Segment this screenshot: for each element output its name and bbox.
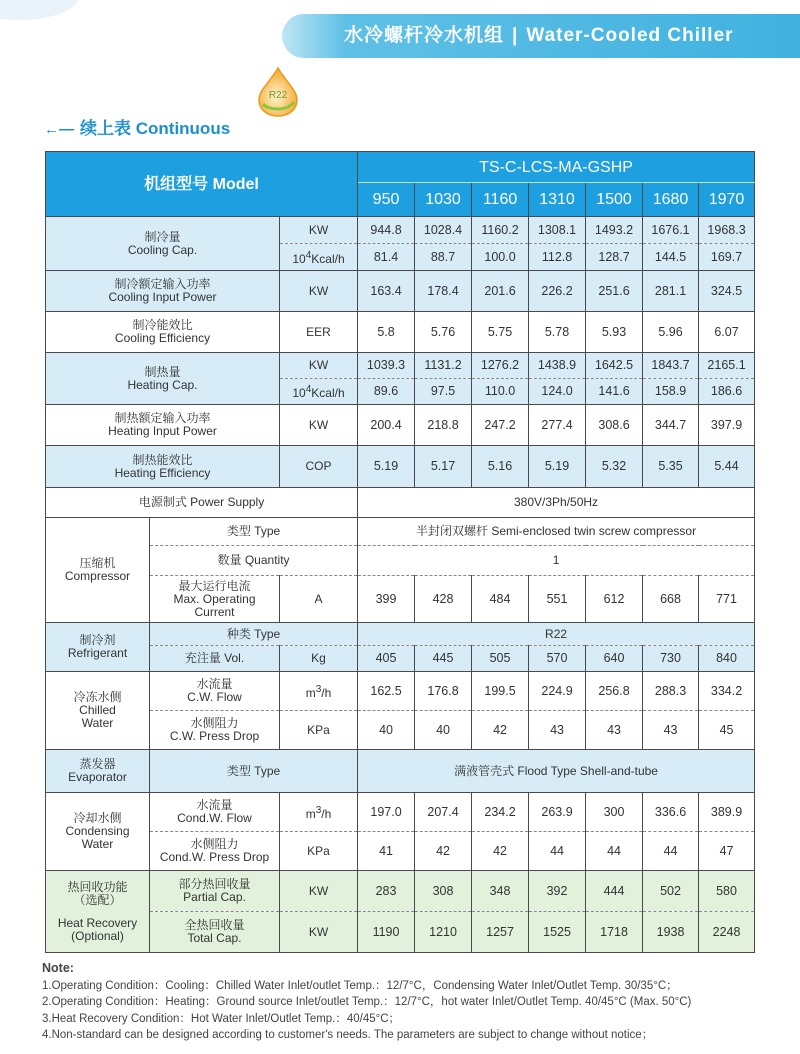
row-label-cn: 水流量	[196, 677, 233, 691]
value-cell: 43	[529, 711, 586, 750]
model-col-header: 1680	[643, 183, 699, 217]
value-cell: 40	[358, 711, 415, 750]
value-cell: 251.6	[586, 271, 643, 312]
value-cell: 444	[586, 871, 643, 912]
value-cell: 5.19	[529, 446, 586, 488]
table-row	[46, 672, 755, 711]
value-cell: 5.16	[472, 446, 529, 488]
unit-cell	[280, 793, 358, 832]
value-cell: 344.7	[643, 405, 699, 446]
value-cell: 42	[472, 711, 529, 750]
unit-sup: 3	[315, 683, 322, 695]
value-cell: 97.5	[415, 379, 472, 405]
table-row	[46, 711, 755, 750]
unit-cell: KW	[280, 405, 358, 446]
table-row	[46, 912, 755, 953]
value-cell: 5.17	[415, 446, 472, 488]
row-label	[150, 576, 280, 623]
value-cell: 247.2	[472, 405, 529, 446]
header-row-series	[46, 152, 755, 183]
row-label-en: C.W. Press Drop	[169, 729, 260, 743]
row-label-cn: 水流量	[196, 798, 233, 812]
value-cell: 224.9	[529, 672, 586, 711]
row-label-en: Partial Cap.	[183, 890, 246, 904]
value-cell: 1190	[358, 912, 415, 953]
model-col-header: 950	[358, 183, 415, 217]
unit-base: 10	[292, 386, 306, 400]
value-cell: 2248	[699, 912, 755, 953]
value-cell: 1	[358, 546, 755, 576]
row-label	[46, 405, 280, 446]
value-cell: 163.4	[358, 271, 415, 312]
row-label	[46, 446, 280, 488]
value-cell: 1308.1	[529, 217, 586, 244]
value-cell: 6.07	[699, 312, 755, 353]
value-cell: 141.6	[586, 379, 643, 405]
model-header: 机组型号 Model	[46, 152, 358, 217]
value-cell: 112.8	[529, 244, 586, 271]
value-cell: R22	[358, 623, 755, 646]
unit-cell	[280, 672, 358, 711]
value-cell: 44	[529, 832, 586, 871]
group-label-en: Water	[81, 837, 114, 851]
row-label: 类型 Type	[150, 750, 358, 793]
unit-base: 10	[292, 251, 306, 266]
value-cell: 41	[358, 832, 415, 871]
group-label-cn: 冷却水侧	[73, 811, 122, 825]
value-cell: 308	[415, 871, 472, 912]
value-cell: 201.6	[472, 271, 529, 312]
value-cell: 47	[699, 832, 755, 871]
value-cell: 40	[415, 711, 472, 750]
group-label-en: Heat Recovery	[57, 915, 138, 930]
row-label-en: Cond.W. Flow	[177, 811, 252, 825]
value-cell: 1642.5	[586, 353, 643, 379]
value-cell: 730	[643, 646, 699, 672]
value-cell: 1676.1	[643, 217, 699, 244]
value-cell: 288.3	[643, 672, 699, 711]
value-cell: 207.4	[415, 793, 472, 832]
continuation-en: Continuous	[135, 119, 231, 138]
value-cell: 5.76	[415, 312, 472, 353]
banner-separator: |	[512, 25, 519, 46]
value-cell: 197.0	[358, 793, 415, 832]
group-label-en: Refrigerant	[67, 646, 128, 660]
value-cell: 226.2	[529, 271, 586, 312]
group-label-en: Condensing	[65, 824, 130, 838]
table-row	[46, 832, 755, 871]
value-cell: 5.78	[529, 312, 586, 353]
table-row	[46, 405, 755, 446]
row-label-cn: 制热能效比	[132, 452, 193, 467]
unit-rest: Kcal/h	[311, 386, 345, 400]
value-cell: 348	[472, 871, 529, 912]
value-cell: 5.19	[358, 446, 415, 488]
value-cell: 944.8	[358, 217, 415, 244]
value-cell: 445	[415, 646, 472, 672]
value-cell: 144.5	[643, 244, 699, 271]
row-label-cn: 制冷能效比	[132, 318, 193, 332]
value-cell: 308.6	[586, 405, 643, 446]
unit-rest: /h	[321, 806, 332, 821]
value-cell: 1276.2	[472, 353, 529, 379]
value-cell: 389.9	[699, 793, 755, 832]
table-row	[46, 217, 755, 244]
value-cell: 502	[643, 871, 699, 912]
group-label-cn: 制冷剂	[79, 633, 116, 647]
value-cell: 5.8	[358, 312, 415, 353]
unit-rest: Kcal/h	[311, 251, 345, 266]
value-cell: 399	[358, 576, 415, 623]
table-row	[46, 871, 755, 912]
row-label	[46, 271, 280, 312]
value-cell: 256.8	[586, 672, 643, 711]
value-cell: 1039.3	[358, 353, 415, 379]
value-cell: 277.4	[529, 405, 586, 446]
unit-sup: 4	[305, 384, 312, 395]
unit-sup: 3	[315, 804, 322, 816]
table-row	[46, 793, 755, 832]
note-line: 1.Operating Condition：Cooling：Chilled Water Inlet/outlet Temp.：12/7°C，Condensing Water Inlet/Outlet Temp. 30/35°C；	[42, 979, 678, 992]
table-row	[46, 576, 755, 623]
row-label: 类型 Type	[150, 518, 358, 546]
value-cell: 1131.2	[415, 353, 472, 379]
row-label: 电源制式 Power Supply	[46, 488, 358, 518]
table-row	[46, 518, 755, 546]
row-label-cn: 制冷量	[144, 229, 181, 244]
note-line: 3.Heat Recovery Condition：Hot Water Inlet/Outlet Temp.：40/45°C；	[42, 1012, 401, 1025]
group-label	[46, 623, 150, 672]
value-cell: 283	[358, 871, 415, 912]
value-cell: 44	[586, 832, 643, 871]
refrigerant-drop-icon	[256, 66, 300, 118]
row-label-en: Heating Efficiency	[114, 465, 211, 480]
unit-cell: KW	[280, 912, 358, 953]
value-cell: 1438.9	[529, 353, 586, 379]
row-label	[46, 312, 280, 353]
continuation-cn: 续上表	[80, 119, 131, 138]
row-label-cn: 全热回收量	[184, 918, 245, 932]
banner-cn: 水冷螺杆冷水机组	[344, 25, 505, 46]
value-cell: 218.8	[415, 405, 472, 446]
group-label-en: Compressor	[64, 569, 131, 583]
unit-cell: KPa	[280, 832, 358, 871]
value-cell: 1028.4	[415, 217, 472, 244]
row-label	[150, 672, 280, 711]
value-cell: 234.2	[472, 793, 529, 832]
banner-en: Water-Cooled Chiller	[526, 25, 734, 46]
model-col-header: 1970	[699, 183, 755, 217]
value-cell: 1968.3	[699, 217, 755, 244]
row-label-cn: 制热额定输入功率	[114, 411, 211, 425]
row-label-en: Heating Cap.	[127, 377, 198, 392]
unit-sup: 4	[305, 249, 312, 261]
continuation-label	[44, 114, 230, 139]
row-label-en: Heating Input Power	[108, 424, 217, 438]
row-label-cn: 最大运行电流	[178, 578, 251, 593]
value-cell: 428	[415, 576, 472, 623]
value-cell: 336.6	[643, 793, 699, 832]
row-label-cn: 制冷额定输入功率	[114, 277, 211, 291]
row-label	[150, 711, 280, 750]
group-label-en: Chilled	[79, 703, 116, 717]
value-cell: 324.5	[699, 271, 755, 312]
value-cell: 5.75	[472, 312, 529, 353]
value-cell: 1160.2	[472, 217, 529, 244]
group-label-cn: 蒸发器	[79, 757, 116, 771]
row-label-en: C.W. Flow	[187, 690, 242, 704]
value-cell: 300	[586, 793, 643, 832]
row-label-cn: 水侧阻力	[190, 837, 239, 851]
value-cell: 124.0	[529, 379, 586, 405]
group-label	[46, 672, 150, 750]
value-cell: 1718	[586, 912, 643, 953]
row-label-en: Cond.W. Press Drop	[159, 850, 270, 864]
table-row	[46, 546, 755, 576]
value-cell: 380V/3Ph/50Hz	[358, 488, 755, 518]
row-label	[150, 793, 280, 832]
value-cell: 5.35	[643, 446, 699, 488]
value-cell: 158.9	[643, 379, 699, 405]
unit-base: m	[305, 685, 316, 700]
value-cell: 81.4	[358, 244, 415, 271]
group-label-cn: （选配）	[73, 892, 122, 907]
group-label-cn: 冷冻水侧	[73, 690, 122, 704]
unit-cell	[280, 379, 358, 405]
table-row	[46, 488, 755, 518]
table-row	[46, 623, 755, 646]
value-cell: 505	[472, 646, 529, 672]
value-cell: 771	[699, 576, 755, 623]
value-cell: 42	[472, 832, 529, 871]
corner-decoration	[0, 0, 80, 20]
notes-section	[42, 960, 691, 1044]
group-label	[46, 871, 150, 953]
value-cell: 100.0	[472, 244, 529, 271]
row-label	[150, 912, 280, 953]
value-cell: 392	[529, 871, 586, 912]
unit-base: m	[305, 806, 316, 821]
value-cell: 128.7	[586, 244, 643, 271]
value-cell: 612	[586, 576, 643, 623]
spec-table	[45, 151, 755, 953]
unit-cell: KW	[280, 217, 358, 244]
table-row	[46, 750, 755, 793]
value-cell: 43	[643, 711, 699, 750]
value-cell: 5.32	[586, 446, 643, 488]
table-row	[46, 312, 755, 353]
group-label	[46, 793, 150, 871]
group-label-cn: 压缩机	[79, 556, 116, 570]
table-row	[46, 271, 755, 312]
row-label	[46, 217, 280, 271]
row-label	[150, 871, 280, 912]
note-line: 2.Operating Condition：Heating：Ground source Inlet/outlet Temp.：12/7°C，hot water Inlet/Outlet Temp. 40/45°C (Max. 50°C)	[42, 996, 692, 1008]
left-arrow-icon: ←—	[44, 121, 74, 138]
value-cell: 668	[643, 576, 699, 623]
value-cell: 44	[643, 832, 699, 871]
notes-title: Note:	[42, 961, 74, 975]
row-label-en: Total Cap.	[187, 931, 242, 945]
group-label-en: Evaporator	[68, 770, 127, 784]
group-label-en: Water	[81, 716, 114, 730]
value-cell: 580	[699, 871, 755, 912]
value-cell: 397.9	[699, 405, 755, 446]
value-cell: 840	[699, 646, 755, 672]
title-banner	[282, 14, 800, 58]
unit-cell: KW	[280, 353, 358, 379]
row-label: 种类 Type	[150, 623, 358, 646]
value-cell: 5.44	[699, 446, 755, 488]
value-cell: 1938	[643, 912, 699, 953]
value-cell: 5.93	[586, 312, 643, 353]
row-label: 充注量 Vol.	[150, 646, 280, 672]
value-cell: 200.4	[358, 405, 415, 446]
value-cell: 640	[586, 646, 643, 672]
value-cell: 186.6	[699, 379, 755, 405]
unit-cell: Kg	[280, 646, 358, 672]
row-label	[150, 832, 280, 871]
row-label-en: Current	[194, 604, 235, 619]
unit-cell: KW	[280, 271, 358, 312]
value-cell: 1257	[472, 912, 529, 953]
drop-badge-label: R22	[268, 90, 288, 101]
value-cell: 551	[529, 576, 586, 623]
row-label-cn: 水侧阻力	[190, 716, 239, 730]
value-cell: 176.8	[415, 672, 472, 711]
value-cell: 1210	[415, 912, 472, 953]
row-label	[46, 353, 280, 405]
unit-cell: KW	[280, 871, 358, 912]
value-cell: 89.6	[358, 379, 415, 405]
unit-cell: COP	[280, 446, 358, 488]
model-col-header: 1500	[586, 183, 643, 217]
value-cell: 满液管壳式 Flood Type Shell-and-tube	[358, 750, 755, 793]
value-cell: 1525	[529, 912, 586, 953]
row-label-en: Max. Operating	[173, 591, 256, 606]
value-cell: 162.5	[358, 672, 415, 711]
row-label-en: Cooling Input Power	[108, 290, 217, 304]
row-label-cn: 部分热回收量	[178, 877, 251, 891]
unit-cell: A	[280, 576, 358, 623]
value-cell: 110.0	[472, 379, 529, 405]
value-cell: 2165.1	[699, 353, 755, 379]
value-cell: 263.9	[529, 793, 586, 832]
unit-cell: KPa	[280, 711, 358, 750]
table-row	[46, 353, 755, 379]
value-cell: 1493.2	[586, 217, 643, 244]
value-cell: 169.7	[699, 244, 755, 271]
value-cell: 半封闭双螺杆 Semi-enclosed twin screw compressor	[358, 518, 755, 546]
value-cell: 281.1	[643, 271, 699, 312]
value-cell: 484	[472, 576, 529, 623]
value-cell: 5.96	[643, 312, 699, 353]
row-label-en: Cooling Efficiency	[114, 331, 211, 345]
value-cell: 45	[699, 711, 755, 750]
row-label-en: Cooling Cap.	[127, 242, 198, 257]
model-col-header: 1160	[472, 183, 529, 217]
table-row	[46, 446, 755, 488]
value-cell: 43	[586, 711, 643, 750]
model-col-header: 1310	[529, 183, 586, 217]
row-label-cn: 制热量	[144, 364, 181, 379]
table-row	[46, 646, 755, 672]
group-label-en: (Optional)	[71, 928, 124, 943]
unit-rest: /h	[321, 685, 332, 700]
value-cell: 1843.7	[643, 353, 699, 379]
note-line: 4.Non-standard can be designed according to customer's needs. The parameters are subject to change without notice；	[42, 1029, 654, 1041]
value-cell: 199.5	[472, 672, 529, 711]
value-cell: 334.2	[699, 672, 755, 711]
value-cell: 88.7	[415, 244, 472, 271]
value-cell: 405	[358, 646, 415, 672]
value-cell: 178.4	[415, 271, 472, 312]
model-col-header: 1030	[415, 183, 472, 217]
row-label: 数量 Quantity	[150, 546, 358, 576]
series-header: TS-C-LCS-MA-GSHP	[358, 152, 755, 183]
unit-cell	[280, 244, 358, 271]
group-label	[46, 750, 150, 793]
group-label	[46, 518, 150, 623]
group-label-cn: 热回收功能	[67, 879, 128, 894]
unit-cell: EER	[280, 312, 358, 353]
value-cell: 42	[415, 832, 472, 871]
value-cell: 570	[529, 646, 586, 672]
